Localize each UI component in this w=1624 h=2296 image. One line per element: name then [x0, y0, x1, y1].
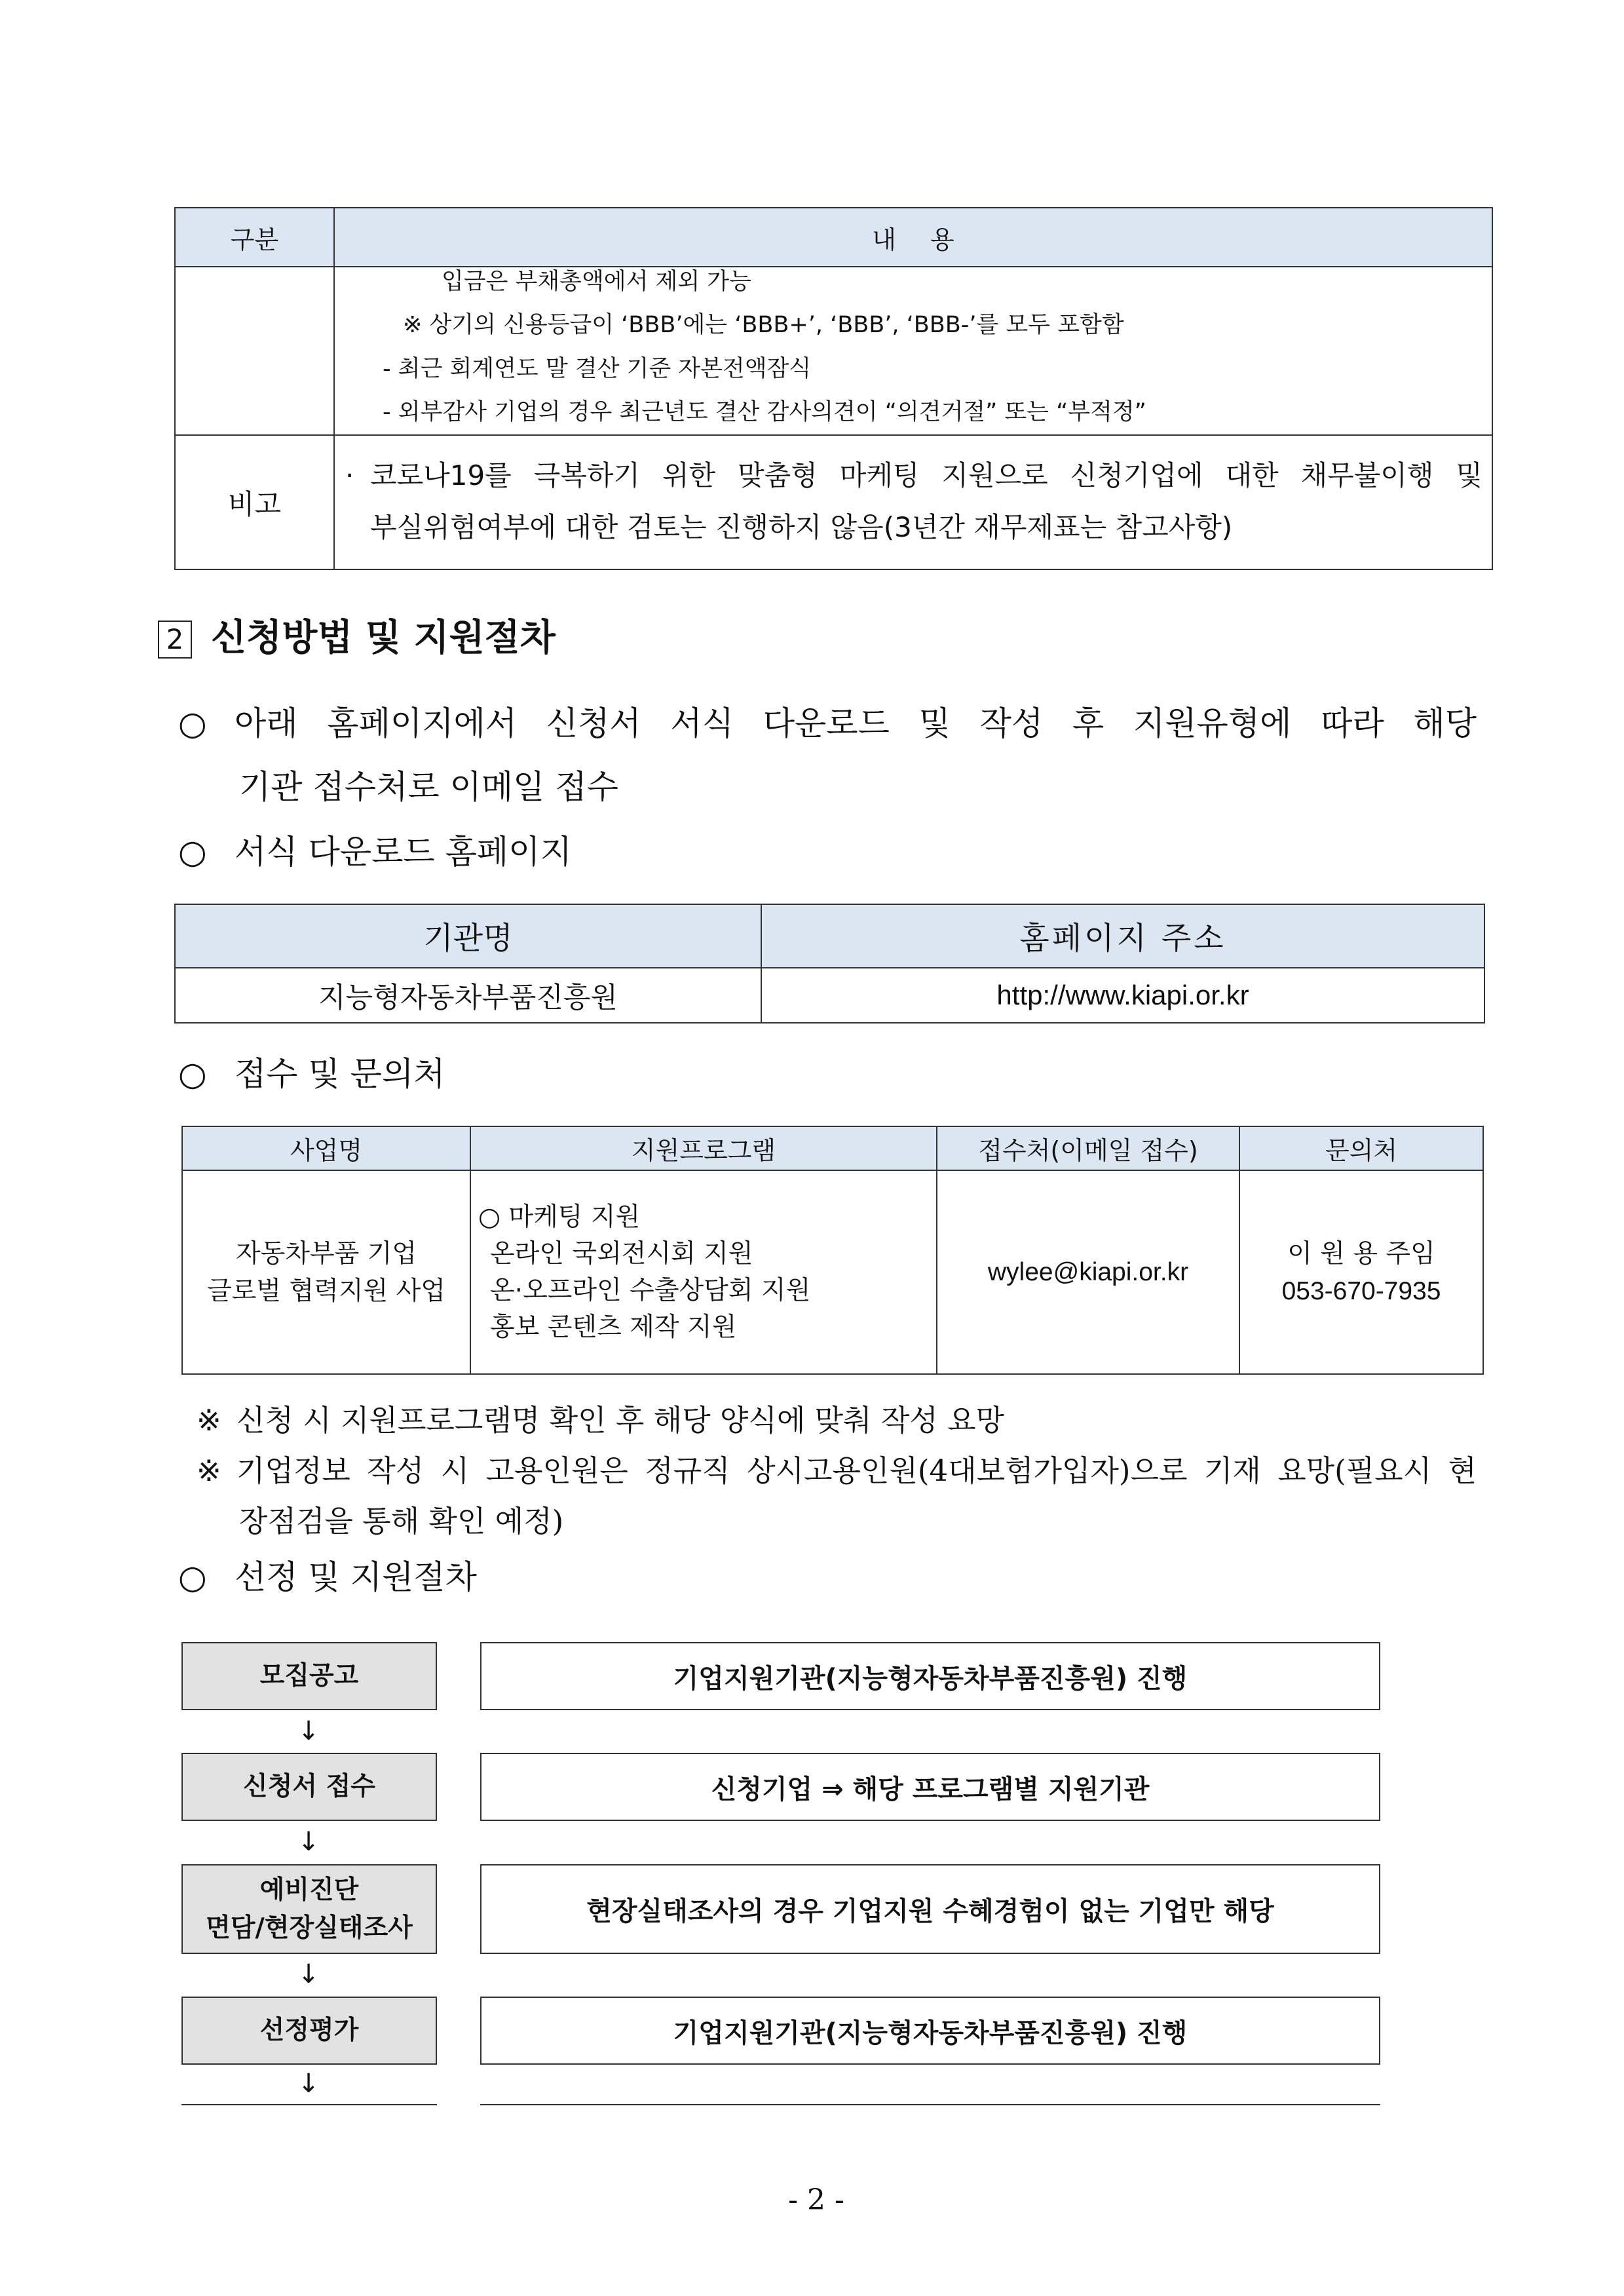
table-row: [175, 435, 1492, 569]
procedure-heading: 선정 및 지원절차: [235, 1558, 477, 1596]
contact-person: 이 원 용 주임: [1287, 1238, 1435, 1269]
step-description-box: 기업지원기관(지능형자동차부품진흥원) 진행: [480, 1642, 1380, 1710]
step-label: 예비진단: [259, 1875, 359, 1905]
note-reference-icon: ※: [197, 1403, 221, 1438]
note-line: 기업정보 작성 시 고용인원은 정규직 상시고용인원(4대보험가입자)으로 기재 요망(필요시 현: [236, 1453, 1477, 1488]
remarks-detail-cell: [334, 435, 1492, 569]
next-description-box-edge: [480, 2104, 1380, 2105]
step-recruitment-box: [181, 1642, 437, 1710]
program-category: ○ 마케팅 지원: [478, 1202, 641, 1232]
business-name-line: 자동차부품 기업: [235, 1238, 417, 1269]
inquiry-cell: [1239, 1170, 1483, 1374]
bullet-circle-icon: ○: [178, 1055, 207, 1093]
criteria-line: - 외부감사 기업의 경우 최근년도 결산 감사의견이 “의견거절” 또는 “부적정”: [383, 399, 1146, 425]
step-diagnosis-box: [181, 1864, 437, 1954]
category-cell-empty: [175, 267, 334, 435]
next-step-box-edge: [181, 2104, 437, 2105]
step-label: 선정평가: [259, 2016, 359, 2045]
remarks-lines: [335, 436, 1492, 569]
bullet-circle-icon: ○: [178, 833, 207, 871]
note-reference-icon: ※: [197, 1453, 221, 1488]
step-label: 모집공고: [259, 1661, 359, 1691]
header-organization: 기관명: [175, 904, 761, 968]
header-business: 사업명: [182, 1126, 470, 1170]
header-category: 구분: [175, 208, 334, 267]
program-item: 온·오프라인 수출상담회 지원: [490, 1275, 811, 1305]
section-title: 신청방법 및 지원절차: [211, 617, 556, 659]
step-label: 신청서 접수: [243, 1772, 375, 1801]
header-program: 지원프로그램: [470, 1126, 937, 1170]
table-row: [175, 968, 1484, 1023]
step-evaluation-box: [181, 1997, 437, 2065]
contact-heading: 접수 및 문의처: [235, 1055, 445, 1093]
homepage-url: http://www.kiapi.or.kr: [761, 968, 1484, 1023]
step-application-box: [181, 1753, 437, 1821]
instruction-line: 기관 접수처로 이메일 접수: [239, 768, 618, 806]
organization-name: 지능형자동차부품진흥원: [175, 968, 761, 1023]
criteria-detail-lines: [335, 267, 1492, 434]
criteria-line: - 최근 회계연도 말 결산 기준 자본전액잠식: [383, 356, 812, 382]
header-reception: 접수처(이메일 접수): [937, 1126, 1239, 1170]
arrow-down-icon: ↓: [297, 2069, 320, 2099]
contact-phone: 053-670-7935: [1281, 1276, 1441, 1305]
note-line: 신청 시 지원프로그램명 확인 후 해당 양식에 맞춰 작성 요망: [236, 1403, 1005, 1438]
criteria-line: 입금은 부채총액에서 제외 가능: [442, 269, 751, 295]
table-row: [182, 1170, 1483, 1374]
bullet-circle-icon: ○: [178, 1558, 207, 1596]
business-name-line: 글로벌 협력지원 사업: [207, 1276, 445, 1306]
business-cell: [182, 1170, 470, 1374]
step-label: 면담/현장실태조사: [206, 1913, 413, 1943]
header-homepage: 홈페이지 주소: [761, 904, 1484, 968]
bullet-circle-icon: ○: [178, 704, 207, 742]
step-description-box: 현장실태조사의 경우 기업지원 수혜경험이 없는 기업만 해당: [480, 1864, 1380, 1954]
header-inquiry: 문의처: [1239, 1126, 1483, 1170]
note-line: 장점검을 통해 확인 예정): [239, 1504, 564, 1539]
remarks-label: 비고: [175, 435, 334, 569]
remarks-line: 부실위험여부에 대한 검토는 진행하지 않음(3년간 재무제표는 참고사항): [370, 511, 1233, 543]
download-heading: 서식 다운로드 홈페이지: [235, 833, 572, 871]
table-row: [175, 267, 1492, 435]
criteria-note-line: ※ 상기의 신용등급이 ‘BBB’에는 ‘BBB+’, ‘BBB’, ‘BBB-’를 모두 포함함: [403, 312, 1124, 338]
page-number: - 2 -: [788, 2183, 844, 2217]
remarks-line: 코로나19를 극복하기 위한 맞춤형 마케팅 지원으로 신청기업에 대한 채무불이행 및: [370, 459, 1482, 491]
program-item: 온라인 국외전시회 지원: [490, 1238, 753, 1269]
arrow-down-icon: ↓: [297, 1716, 320, 1746]
arrow-down-icon: ↓: [297, 1959, 320, 1989]
arrow-down-icon: ↓: [297, 1827, 320, 1857]
header-content: 내 용: [334, 208, 1492, 267]
table-header-row: [175, 208, 1492, 267]
step-description-box: 신청기업 ⇒ 해당 프로그램별 지원기관: [480, 1753, 1380, 1821]
table-header-row: [182, 1126, 1483, 1170]
table-header-row: [175, 904, 1484, 968]
step-description-box: 기업지원기관(지능형자동차부품진흥원) 진행: [480, 1997, 1380, 2065]
program-cell: [470, 1170, 937, 1374]
section-number-box: 2: [158, 621, 192, 659]
reception-email: wylee@kiapi.or.kr: [937, 1170, 1239, 1374]
download-homepage-table: [174, 904, 1485, 1024]
criteria-detail-cell: [334, 267, 1492, 435]
remarks-bullet-icon: ·: [345, 459, 354, 491]
eligibility-criteria-table: [174, 207, 1493, 570]
instruction-line: 아래 홈페이지에서 신청서 서식 다운로드 및 작성 후 지원유형에 따라 해당: [235, 704, 1477, 742]
contact-table: [181, 1126, 1484, 1375]
program-item: 홍보 콘텐츠 제작 지원: [490, 1312, 737, 1342]
